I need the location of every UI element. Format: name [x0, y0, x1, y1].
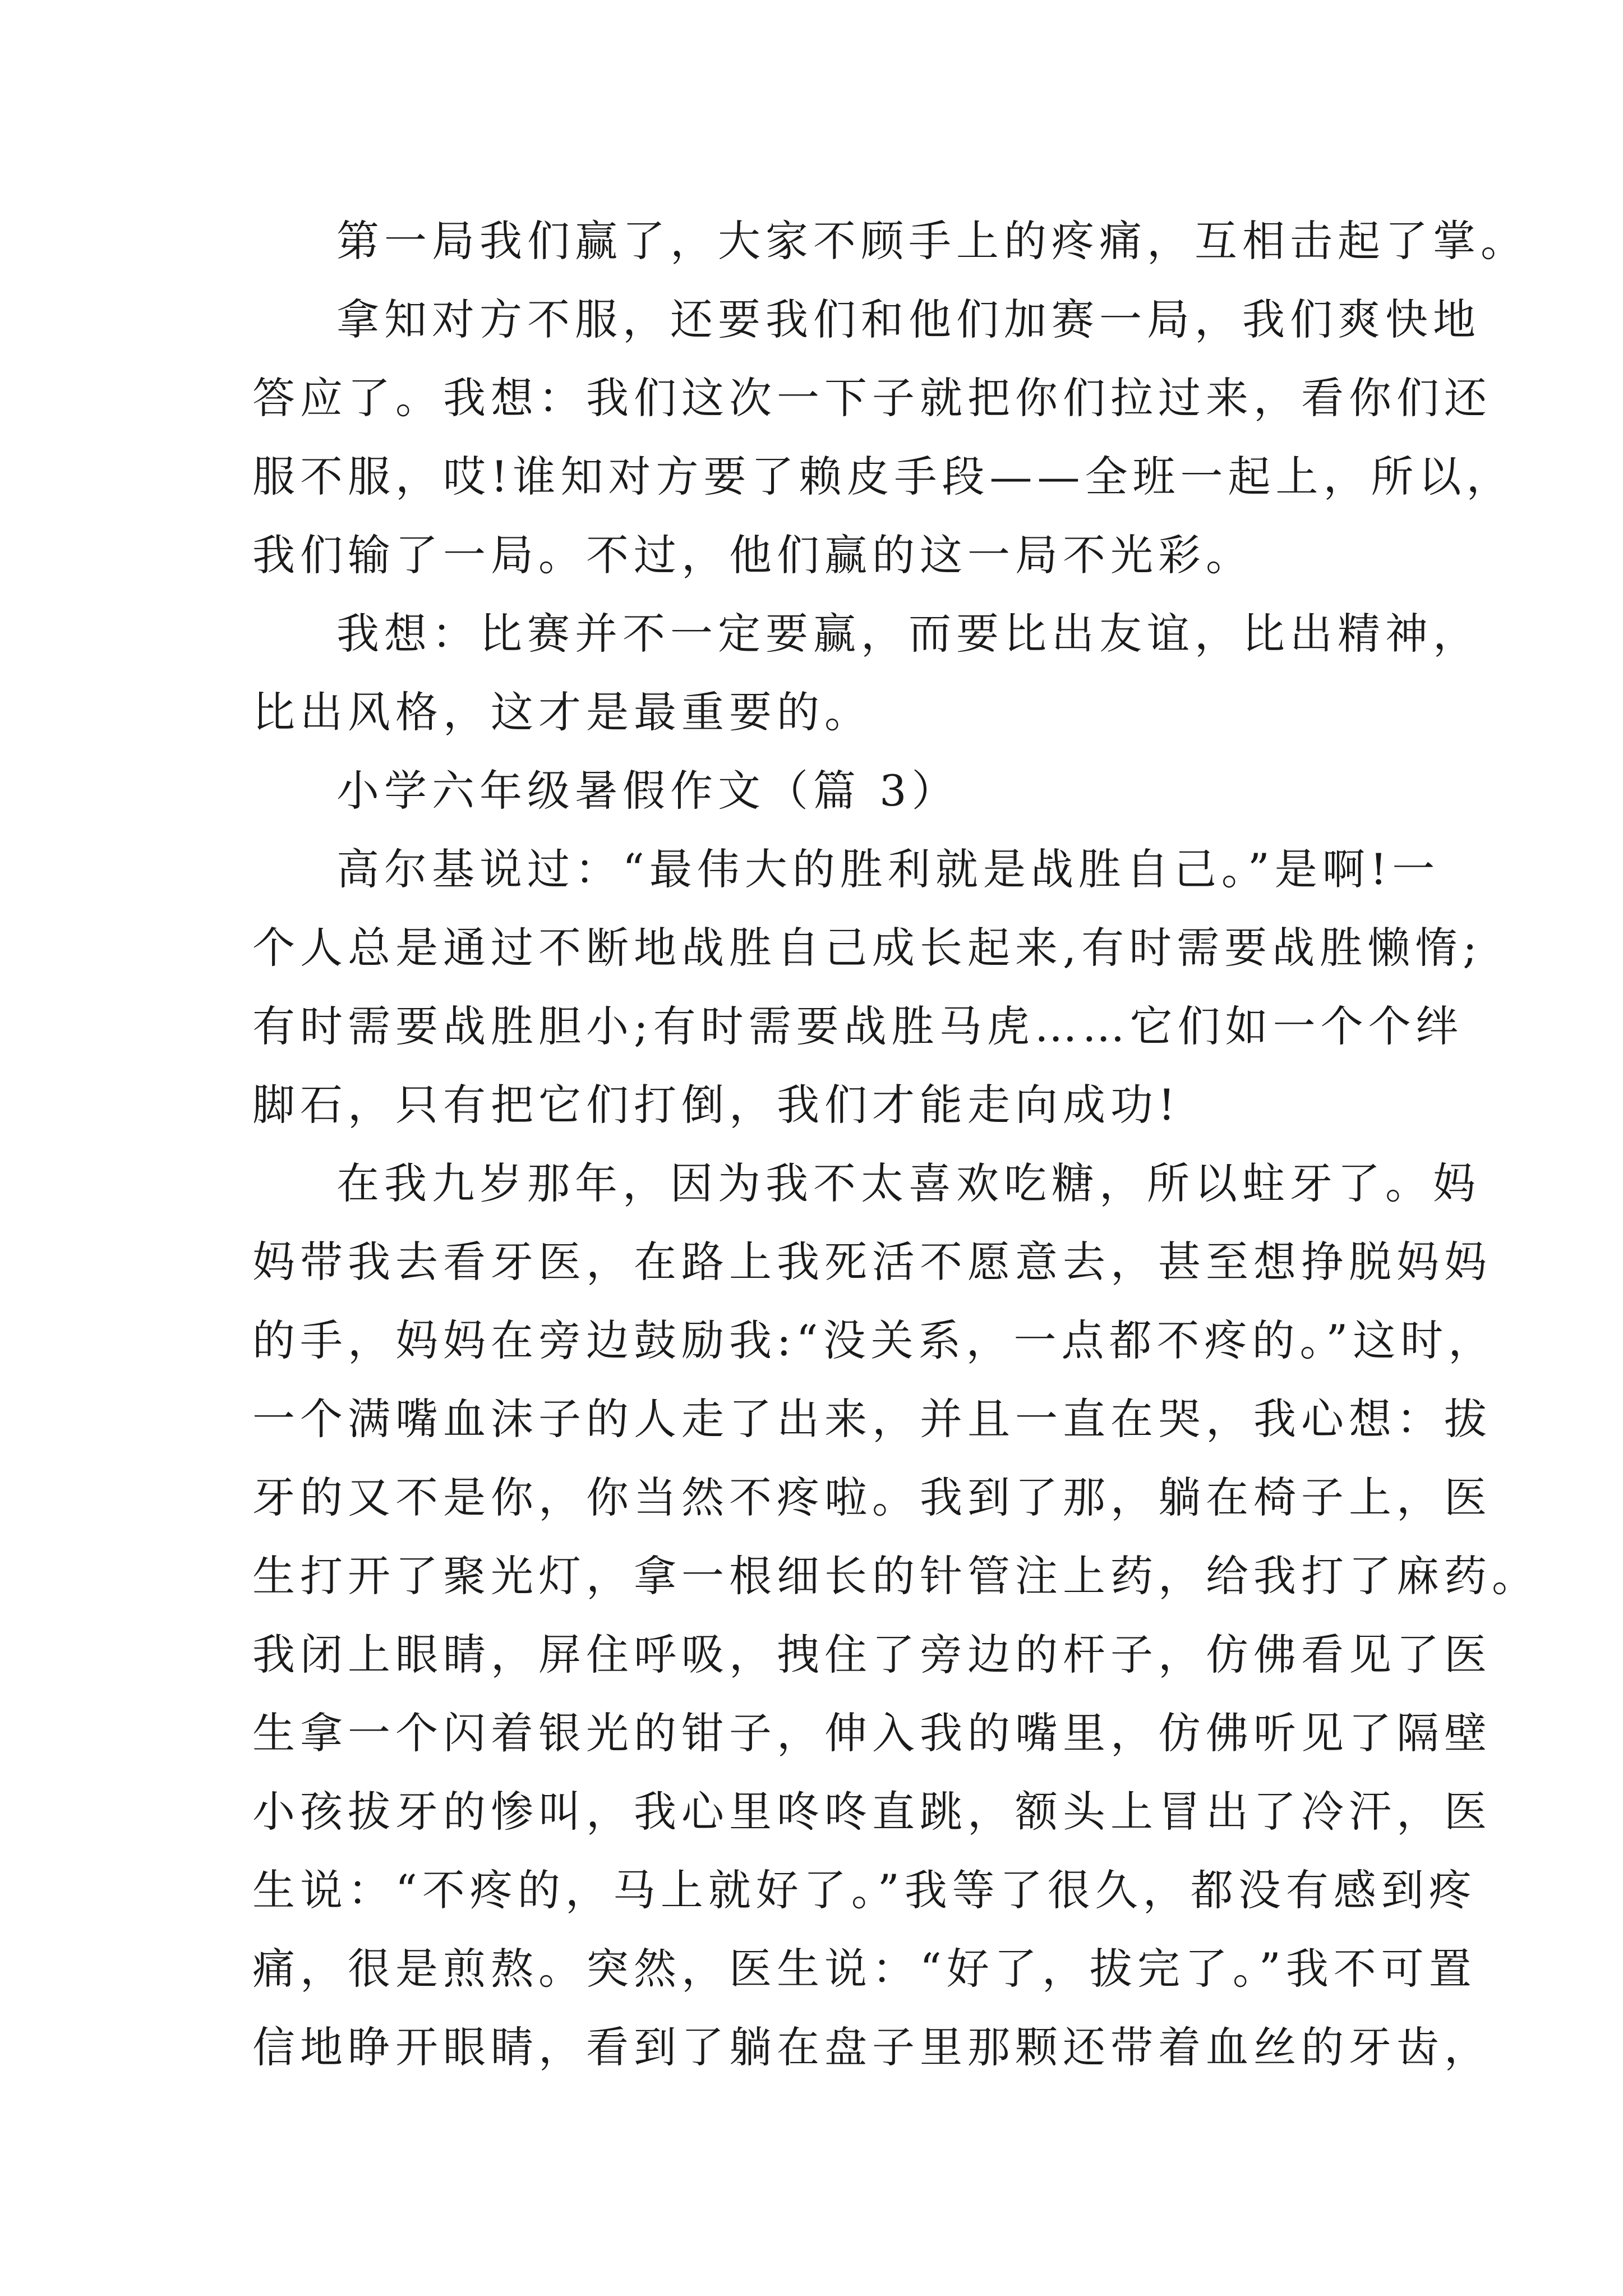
body-text [252, 202, 1539, 2087]
text-line: 第一局我们赢了，大家不顾手上的疼痛，互相击起了掌。 [336, 216, 1528, 266]
text-line: 脚石，只有把它们打倒，我们才能走向成功! [252, 1080, 1181, 1130]
text-line: 痛，很是煎熬。突然，医生说：“好了，拔完了。”我不可置 [252, 1944, 1477, 1994]
text-line: 在我九岁那年，因为我不太喜欢吃糖，所以蛀牙了。妈 [336, 1158, 1481, 1208]
text-line: 的手，妈妈在旁边鼓励我:“没关系，一点都不疼的。”这时， [252, 1315, 1496, 1365]
text-line: 我闭上眼睛，屏住呼吸，拽住了旁边的杆子，仿佛看见了医 [252, 1630, 1492, 1680]
text-line: 小孩拔牙的惨叫，我心里咚咚直跳，额头上冒出了冷汗，医 [252, 1787, 1492, 1837]
text-line: 一个满嘴血沫子的人走了出来，并且一直在哭，我心想：拔 [252, 1394, 1492, 1444]
section-heading: 小学六年级暑假作文（篇 3） [336, 766, 960, 816]
text-line: 我想：比赛并不一定要赢，而要比出友谊，比出精神， [336, 609, 1481, 659]
text-line: 拿知对方不服，还要我们和他们加赛一局，我们爽快地 [336, 295, 1481, 344]
text-line: 生打开了聚光灯，拿一根细长的针管注上药，给我打了麻药。 [252, 1551, 1539, 1601]
text-line: 答应了。我想：我们这次一下子就把你们拉过来，看你们还 [252, 373, 1492, 423]
text-line: 生说：“不疼的，马上就好了。”我等了很久，都没有感到疼 [252, 1865, 1477, 1915]
text-line: 高尔基说过：“最伟大的胜利就是战胜自己。”是啊!一 [336, 844, 1440, 894]
text-line: 妈带我去看牙医，在路上我死活不愿意去，甚至想挣脱妈妈 [252, 1237, 1492, 1287]
text-line: 比出风格，这才是最重要的。 [252, 687, 872, 737]
text-line: 有时需要战胜胆小;有时需要战胜马虎……它们如一个个绊 [252, 1001, 1464, 1051]
text-line: 牙的又不是你，你当然不疼啦。我到了那，躺在椅子上，医 [252, 1473, 1492, 1522]
text-line: 服不服，哎!谁知对方要了赖皮手段——全班一起上，所以， [252, 452, 1514, 501]
text-line: 生拿一个闪着银光的钳子，伸入我的嘴里，仿佛听见了隔壁 [252, 1708, 1492, 1758]
text-line: 我们输了一局。不过，他们赢的这一局不光彩。 [252, 530, 1253, 580]
text-line: 个人总是通过不断地战胜自己成长起来,有时需要战胜懒惰; [252, 923, 1482, 973]
text-line: 信地睁开眼睛，看到了躺在盘子里那颗还带着血丝的牙齿， [252, 2022, 1492, 2072]
